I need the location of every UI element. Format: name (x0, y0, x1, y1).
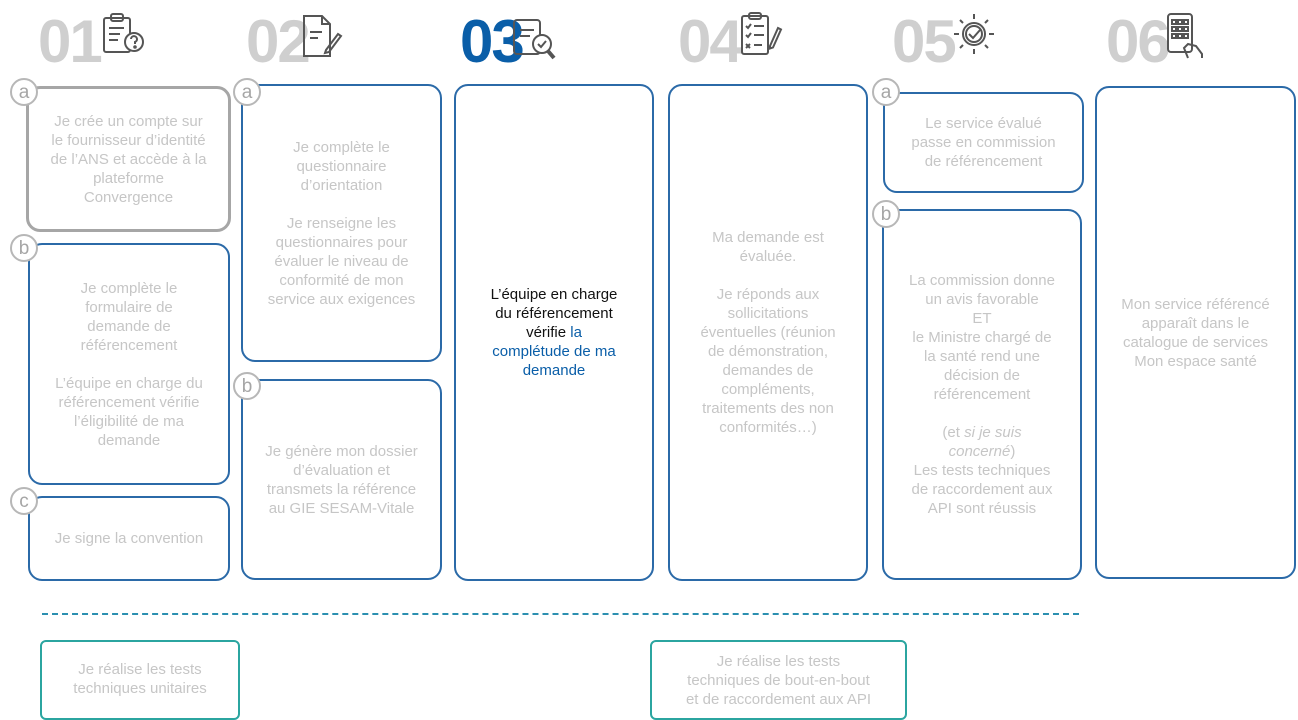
step4-box-text: Ma demande est évaluée. Je réponds aux sollicitations éventuelles (réunion de démonstration, demandes de compléments, traitements des non conformités…) (700, 229, 836, 436)
step5-box-b (882, 209, 1082, 580)
step3-box-text (491, 285, 618, 380)
step-number-04: 04 (678, 8, 741, 75)
step2-box-a (241, 84, 442, 362)
step-number-02: 02 (246, 8, 309, 75)
step3-text-main: L’équipe en charge du référencement vérifie (490, 286, 618, 341)
step2-box-a-text: Je complète le questionnaire d’orientation Je renseigne les questionnaires pour évaluer le niveau de conformité de mon service aux exigences (267, 138, 416, 308)
step-number-05: 05 (892, 8, 955, 75)
step3-box (454, 84, 654, 581)
step6-box-text: Mon service référencé apparaît dans le catalogue de services Mon espace santé (1121, 295, 1270, 370)
step1-box-a (26, 86, 231, 232)
step1-box-c (28, 496, 230, 581)
step2-badge-b: b (233, 372, 261, 400)
check-badge-sun-icon (950, 10, 998, 58)
unit-tests-box (40, 640, 240, 720)
step2-box-b-text: Je génère mon dossier d’évaluation et transmets la référence au GIE SESAM-Vitale (265, 442, 418, 517)
step1-box-a-text: Je crée un compte sur le fournisseur d’identité de l’ANS et accède à la plateforme Convergence (50, 112, 207, 206)
tablet-hand-icon (1162, 12, 1210, 60)
step1-badge-c: c (10, 487, 38, 515)
step5-box-b-text (909, 271, 1055, 518)
dashed-separator (42, 613, 1079, 615)
e2e-tests-box (650, 640, 907, 720)
step5-b-text-italic: si je suis concerné (948, 424, 1022, 460)
step1-box-b (28, 243, 230, 485)
step3-text-highlight: la complétude de ma demande (492, 324, 616, 379)
step5-b-text-part2: ) Les tests techniques de raccordement aux API sont réussis (911, 443, 1053, 517)
step1-box-b-text: Je complète le formulaire de demande de référencement L’équipe en charge du référencement vérifie l’éligibilité de ma demande (55, 279, 203, 449)
step1-badge-b: b (10, 234, 38, 262)
document-magnify-check-icon (510, 14, 558, 62)
step6-box (1095, 86, 1296, 579)
step5-badge-b: b (872, 200, 900, 228)
step1-badge-a: a (10, 78, 38, 106)
step5-badge-a: a (872, 78, 900, 106)
checklist-pencil-icon (736, 10, 784, 58)
clipboard-question-icon (98, 10, 146, 58)
step5-box-a (883, 92, 1084, 193)
step-number-03: 03 (460, 8, 523, 75)
step2-box-b (241, 379, 442, 580)
e2e-tests-text: Je réalise les tests techniques de bout-en-bout et de raccordement aux API (685, 653, 872, 708)
step1-box-c-text: Je signe la convention (54, 530, 204, 547)
step2-badge-a: a (233, 78, 261, 106)
document-pen-icon (296, 12, 344, 60)
step5-b-text-part1: La commission donne un avis favorable ET le Ministre chargé de la santé rend une décision de référencement (et (909, 272, 1055, 441)
step5-box-a-text: Le service évalué passe en commission de référencement (911, 115, 1056, 170)
step-number-01: 01 (38, 8, 101, 75)
step-number-06: 06 (1106, 8, 1169, 75)
step4-box (668, 84, 868, 581)
unit-tests-text: Je réalise les tests techniques unitaires (73, 661, 207, 697)
